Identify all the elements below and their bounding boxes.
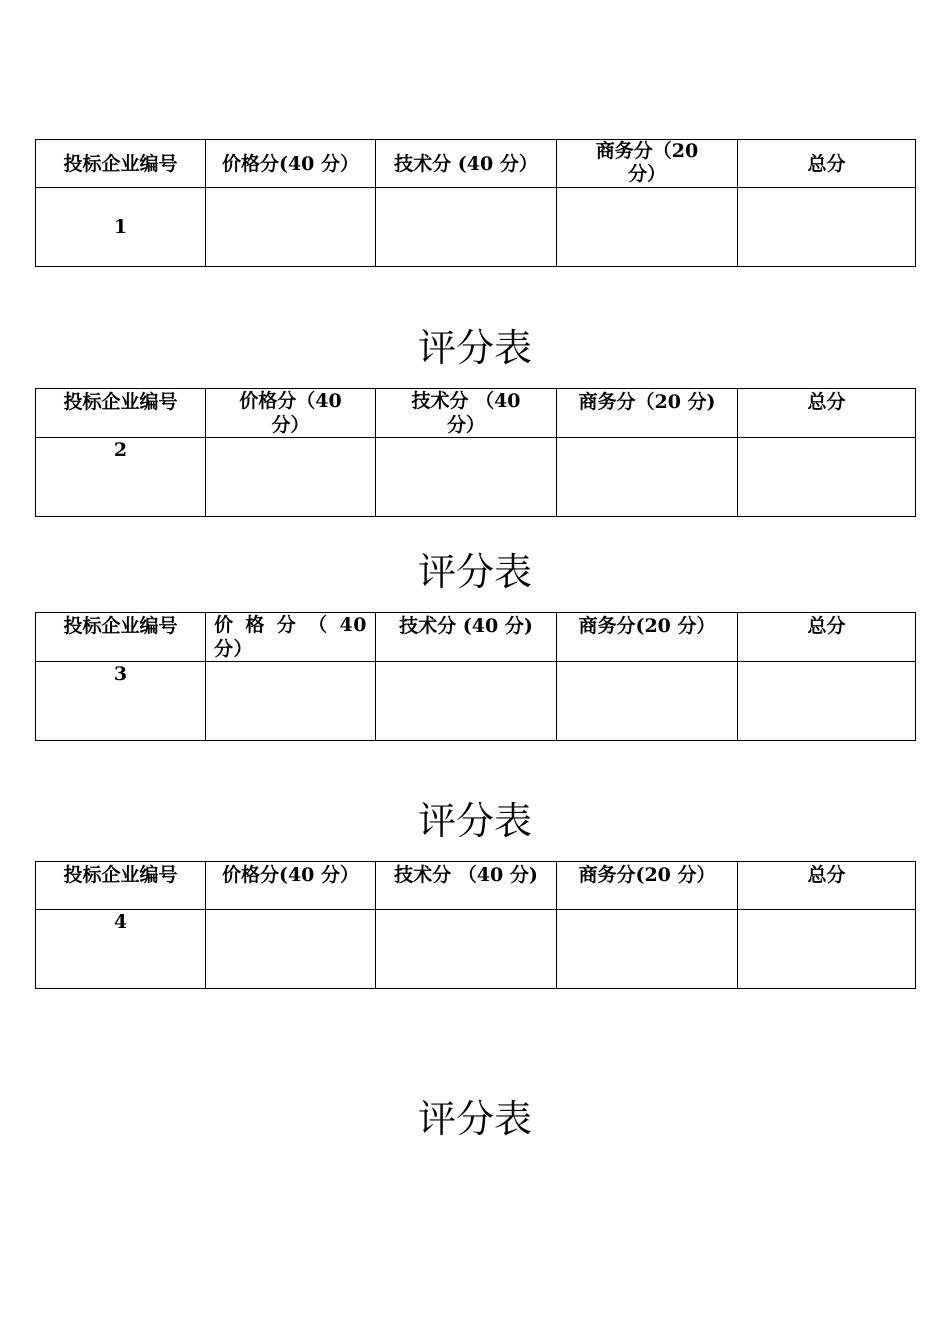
total-score-cell[interactable] — [738, 910, 916, 989]
price-score-cell[interactable] — [206, 438, 376, 517]
header-bidder-id: 投标企业编号 — [36, 140, 206, 188]
header-row — [36, 613, 916, 662]
business-score-cell[interactable] — [557, 662, 738, 741]
header-tech-score: 技术分 (40 分） — [376, 140, 557, 188]
header-business-score: 商务分（20 分） — [557, 140, 738, 188]
header-business-score: 商务分(20 分） — [557, 613, 738, 662]
price-score-cell[interactable] — [206, 910, 376, 989]
tech-score-cell[interactable] — [376, 438, 557, 517]
header-price-score — [206, 613, 376, 662]
header-row — [36, 862, 916, 910]
price-score-label: 价 格 分 （ 40 分） — [214, 614, 367, 660]
header-price-score: 价格分(40 分） — [206, 862, 376, 910]
business-score-cell[interactable] — [557, 438, 738, 517]
business-score-cell[interactable] — [557, 188, 738, 267]
page-title: 评分表 — [417, 326, 532, 370]
header-total-score: 总分 — [738, 140, 916, 188]
page-title: 评分表 — [417, 799, 532, 843]
bidder-id-cell: 3 — [36, 662, 206, 741]
header-bidder-id: 投标企业编号 — [36, 862, 206, 910]
header-total-score: 总分 — [738, 862, 916, 910]
header-total-score: 总分 — [738, 613, 916, 662]
bidder-id-cell: 2 — [36, 438, 206, 517]
tech-score-cell[interactable] — [376, 662, 557, 741]
data-row — [36, 188, 916, 267]
tech-score-cell[interactable] — [376, 910, 557, 989]
header-tech-score: 技术分 （40 分) — [376, 862, 557, 910]
tech-score-cell[interactable] — [376, 188, 557, 267]
page-title: 评分表 — [417, 1097, 532, 1141]
bidder-id-cell: 1 — [36, 188, 206, 267]
header-tech-score: 技术分 （40 分） — [376, 389, 557, 438]
total-score-cell[interactable] — [738, 188, 916, 267]
header-business-score: 商务分(20 分） — [557, 862, 738, 910]
score-table-3 — [35, 612, 916, 741]
data-row — [36, 438, 916, 517]
total-score-cell[interactable] — [738, 662, 916, 741]
header-price-score: 价格分(40 分） — [206, 140, 376, 188]
header-row — [36, 140, 916, 188]
header-row — [36, 389, 916, 438]
bidder-id-cell: 4 — [36, 910, 206, 989]
score-table-4 — [35, 861, 916, 989]
header-tech-score: 技术分 (40 分) — [376, 613, 557, 662]
header-bidder-id: 投标企业编号 — [36, 613, 206, 662]
price-score-cell[interactable] — [206, 188, 376, 267]
business-score-cell[interactable] — [557, 910, 738, 989]
score-table-2 — [35, 388, 916, 517]
score-table-1 — [35, 139, 916, 267]
price-score-cell[interactable] — [206, 662, 376, 741]
page-title: 评分表 — [417, 550, 532, 594]
data-row — [36, 910, 916, 989]
header-business-score: 商务分（20 分) — [557, 389, 738, 438]
header-bidder-id: 投标企业编号 — [36, 389, 206, 438]
header-price-score: 价格分（40 分） — [206, 389, 376, 438]
header-total-score: 总分 — [738, 389, 916, 438]
data-row — [36, 662, 916, 741]
total-score-cell[interactable] — [738, 438, 916, 517]
